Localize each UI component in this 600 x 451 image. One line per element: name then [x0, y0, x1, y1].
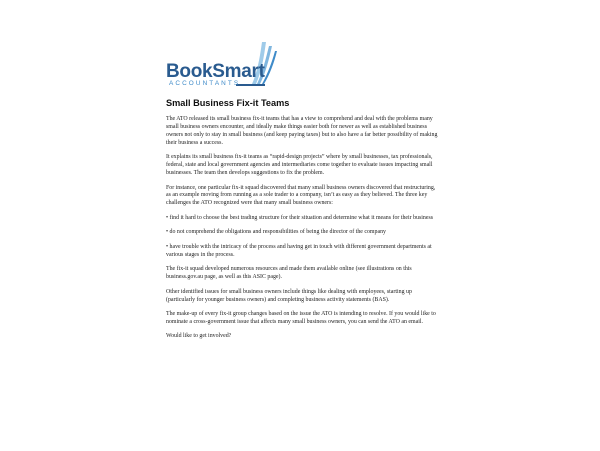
article-title: Small Business Fix-it Teams — [166, 98, 290, 108]
article-paragraph: The make-up of every fix-it group changes based on the issue the ATO is intending to resolve. If you would like to nominate a cross-government issue that affects many small business owners, you can send the ATO an email. — [166, 311, 436, 325]
bullet-item: • do not comprehend the obligations and responsibilities of being the director of the company — [166, 229, 386, 236]
article-paragraph: For instance, one particular fix-it squad discovered that many small business owners discovered that restructuring, as an example moving from running as a sole trader to a company, isn’t as easy as they believed. The three key challenges the ATO recognized were that many small business owners: — [166, 184, 436, 207]
article-paragraph: The fix-it squad developed numerous resources and made them available online (see illustrations on this business.gov.au page, as well as this ASIC page). — [166, 266, 412, 281]
brand-name: BookSmart — [166, 61, 265, 82]
article-paragraph: The ATO released its small business fix-it teams that has a view to comprehend and deal with the problems many small business owners encounter, and ideally make things easier both for newer as well as established business owners not only to stay in small business (and keep paying taxes) but to also have a far better possibility of making their business a success. — [166, 116, 438, 146]
article-paragraph: It explains its small business fix-it teams as “rapid-design projects” where by small businesses, tax professionals, federal, state and local government agencies and intermediaries come together to evaluate issues impacting small businesses. The team then develops suggestions to fix the problem. — [166, 154, 433, 177]
article-paragraph: Other identified issues for small business owners include things like dealing with employees, starting up (particularly for younger business owners) and completing business activity statements (BAS). — [166, 288, 412, 303]
closing-question: Would like to get involved? — [166, 333, 232, 340]
brand-subtitle: ACCOUNTANTS — [169, 80, 241, 87]
article — [166, 98, 438, 348]
booksmart-logo — [166, 40, 286, 96]
bullet-item: • find it hard to choose the best trading structure for their situation and determine what it means for their business — [166, 214, 434, 221]
bullet-item: • have trouble with the intricacy of the process and having get in touch with different government departments at various stages in the process. — [166, 243, 432, 258]
